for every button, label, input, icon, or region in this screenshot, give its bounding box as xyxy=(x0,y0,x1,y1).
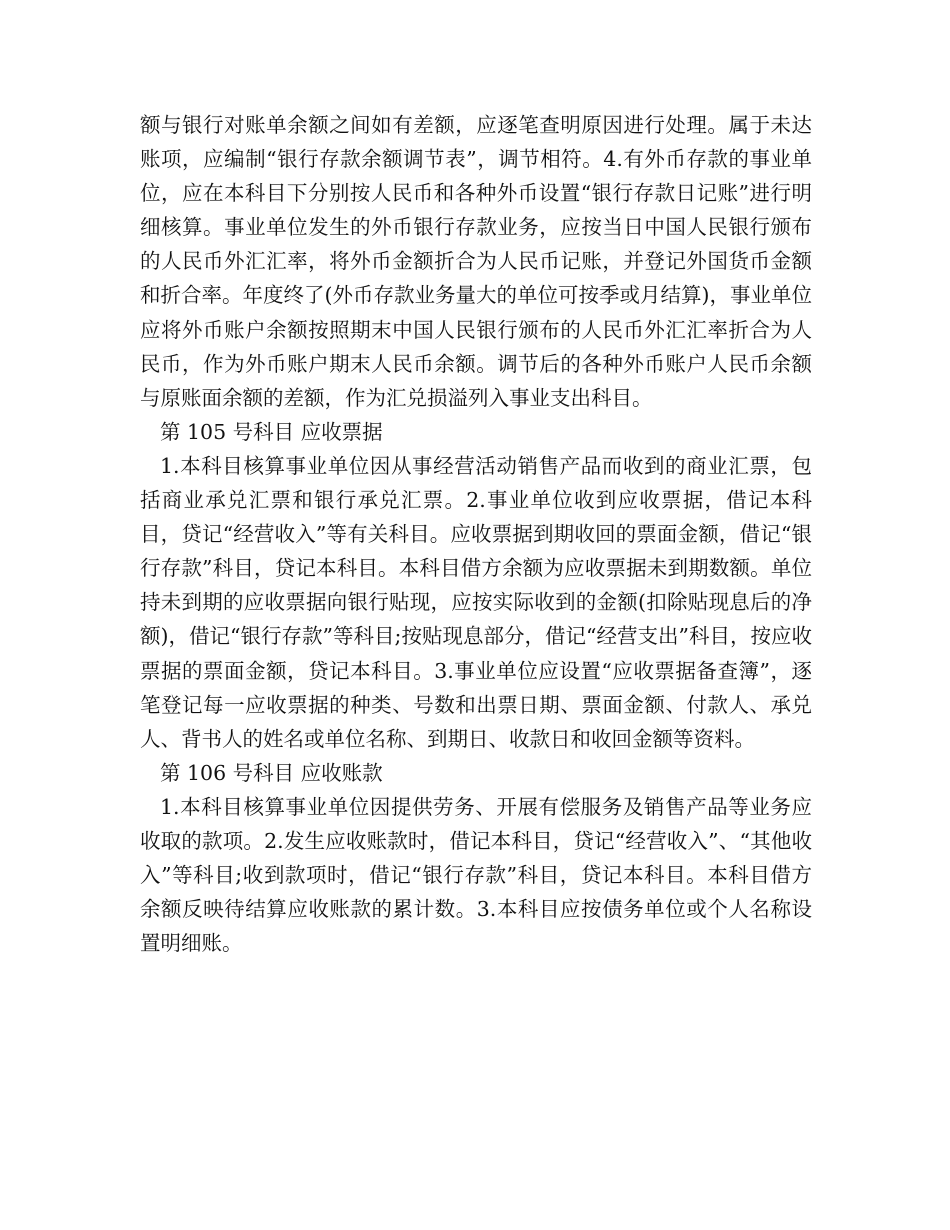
section-body-105: 1.本科目核算事业单位因从事经营活动销售产品而收到的商业汇票，包括商业承兑汇票和银行承兑汇票。2.事业单位收到应收票据，借记本科目，贷记“经营收入”等有关科目。应收票据到期收回的票面金额，借记“银行存款”科目，贷记本科目。本科目借方余额为应收票据未到期数额。单位持未到期的应收票据向银行贴现，应按实际收到的金额(扣除贴现息后的净额)，借记“银行存款”等科目;按贴现息部分，借记“经营支出”科目，按应收票据的票面金额，贷记本科目。3.事业单位应设置“应收票据备查簿”，逐笔登记每一应收票据的种类、号数和出票日期、票面金额、付款人、承兑人、背书人的姓名或单位名称、到期日、收款日和收回金额等资料。 xyxy=(140,453,812,751)
document-page xyxy=(140,108,812,960)
section-heading-106: 第 106 号科目 应收账款 xyxy=(160,760,383,785)
continuation-paragraph: 额与银行对账单余额之间如有差额，应逐笔查明原因进行处理。属于未达账项，应编制“银行存款余额调节表”，调节相符。4.有外币存款的事业单位，应在本科目下分别按人民币和各种外币设置“银行存款日记账”进行明细核算。事业单位发生的外币银行存款业务，应按当日中国人民银行颁布的人民币外汇汇率，将外币金额折合为人民币记账，并登记外国货币金额和折合率。年度终了(外币存款业务量大的单位可按季或月结算)，事业单位应将外币账户余额按照期末中国人民银行颁布的人民币外汇汇率折合为人民币，作为外币账户期末人民币余额。调节后的各种外币账户人民币余额与原账面余额的差额，作为汇兑损溢列入事业支出科目。 xyxy=(140,113,812,410)
section-body-106: 1.本科目核算事业单位因提供劳务、开展有偿服务及销售产品等业务应收取的款项。2.发生应收账款时，借记本科目，贷记“经营收入”、“其他收入”等科目;收到款项时，借记“银行存款”科目，贷记本科目。本科目借方余额反映待结算应收账款的累计数。3.本科目应按债务单位或个人名称设置明细账。 xyxy=(140,794,812,956)
section-heading-105: 第 105 号科目 应收票据 xyxy=(160,419,383,444)
